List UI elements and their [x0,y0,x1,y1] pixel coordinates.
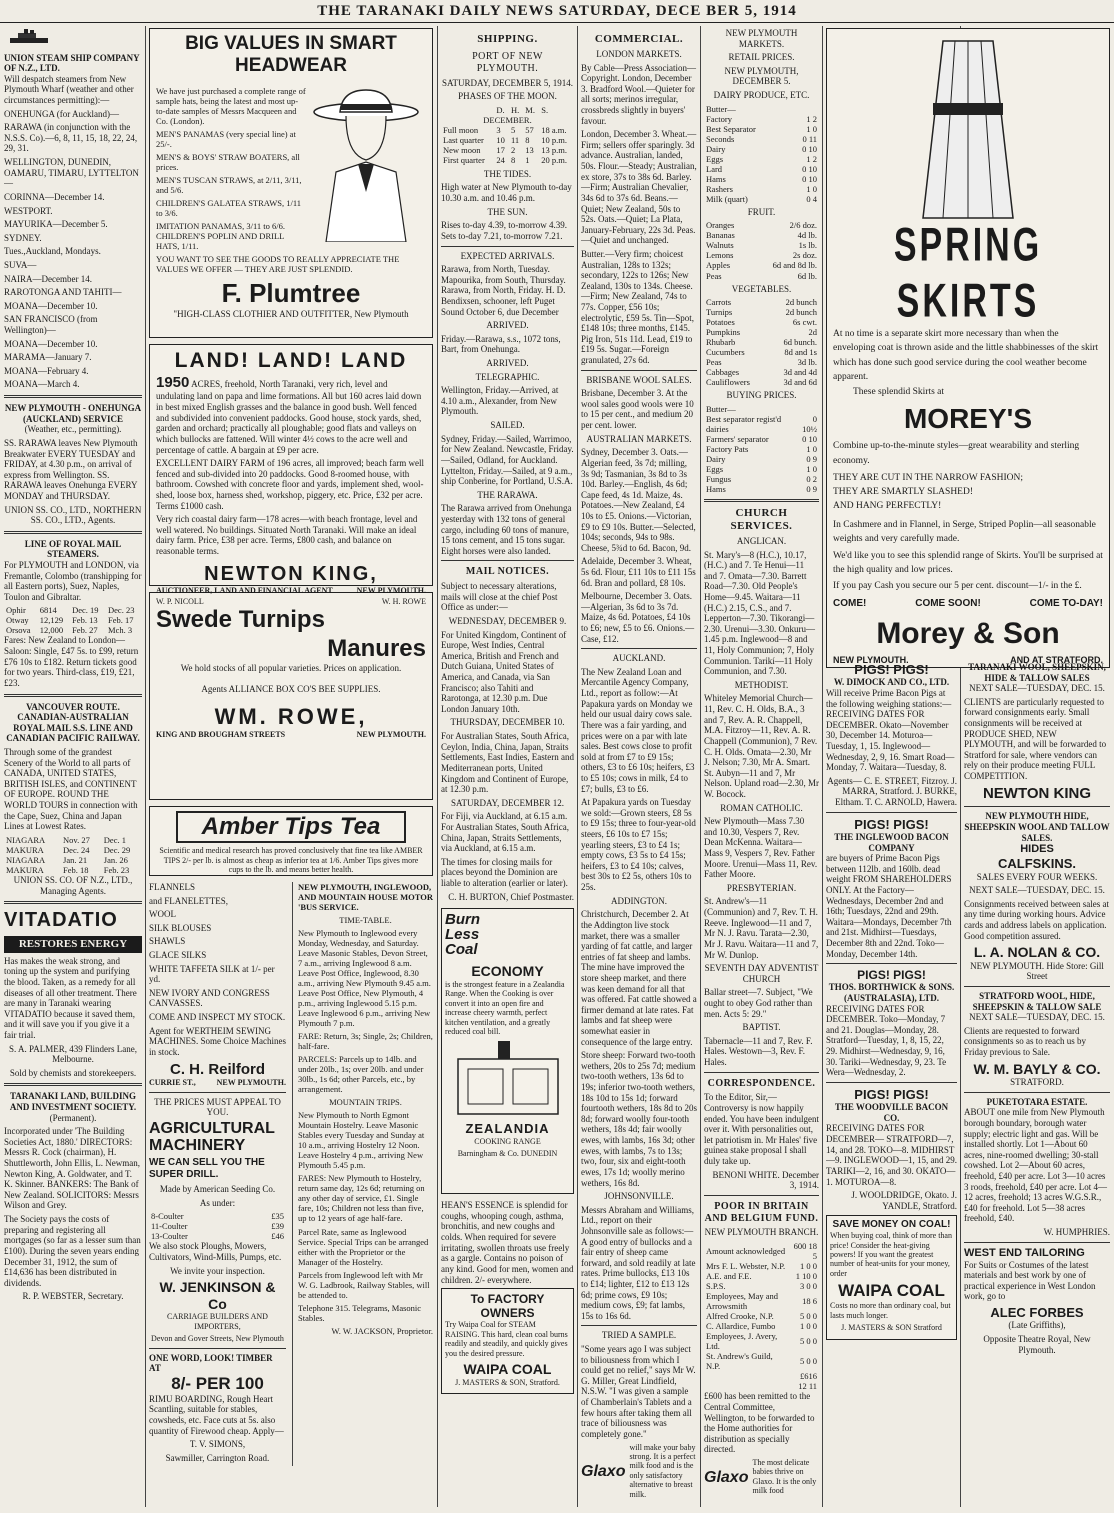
steamship-icon [8,28,52,46]
westend-heading: WEST END TAILORING [964,1246,1085,1259]
bus-service: NEW PLYMOUTH, INGLEWOOD, AND MOUNTAIN HOUSE MOTOR 'BUS SERVICE. TIME-TABLE. New Plymouth to Inglewood every Monday, Wednesday, and Saturday. Leave Masonic Stables, Devon Street, 7 a.m., arriving Inglewood 8 a.m. Leave Post Office, Inglewood, 8.30 a.m., arriving New Plymouth 9.45 a.m. Leave Post Office, New Plymouth, 4 p.m., arriving Inglewood 5.15 p.m. Leave Inglewood 6 p.m., arriving New Plymouth 7 p.m. FARE: Return, 3s; Single, 2s; Children, half-fare. PARCELS: Parcels up to 14lb. and under 20lb., 1s; over 20lb. and under 30lb., 1s 6d; other Parcels, etc., by arrangement. MOUNTAIN TRIPS. New Plymouth to North Egmont Mountain Hostelry. Leave Masonic Stables every Tuesday and Sunday at 10 a.m., arriving Hostelry 12 Noon. Leave Hostelry 4 p.m., arriving New Plymouth 5.45 p.m. FARES: New Plymouth to Hostelry, return same day, 12s 6d; returning on any other day of service, £1. Single fare, 10s; Children not less than five, up to 12 years of age half-fare. Parcel Rate, same as Inglewood Service. Special Trips can be arranged either with the Proprietor or the Manager of the Hostelry. Parcels from Inglewood left with Mr W. G. Ladbrook, Railway Stables, will be attended to. Telephone 315. Telegrams, Masonic Stables. W. W. JACKSON, Proprietor. [292,882,433,1466]
morey-locations: NEW PLYMOUTH. AND AT STRATFORD. [833,654,1103,665]
arrived-body: Friday.—Rarawa, s.s., 1072 tons, Bart, from Onehunga. [441,333,561,355]
stratford-body: Clients are requested to forward consignments so as to reach us by Friday previous to Sale. [964,1025,1086,1057]
rowe-ad [149,592,433,800]
sales-col [964,662,1110,1507]
headwear-title: BIG VALUES IN SMART HEADWEAR [185,33,397,77]
man-in-hat-illustration [306,82,426,242]
brisbane-heading: BRISBANE WOOL SALES. [586,374,692,385]
land-body2: EXCELLENT DAIRY FARM of 196 acres, all improved; beach farm well fenced and sub-divided into 20 paddocks. Good 8-roomed house, with bathroom. Cowshed with concrete floor and yards, implement shed, wool-shed, loose box, harness shed, workshop, piggery, etc. Price, £32 per acre. Terms £1000 cash. [156,458,425,511]
land-body: ACRES, freehold, North Taranaki, very rich, level and undulating land on papa and lime formations. All but 160 acres laid down in best mixed English grasses and the balance in good bush. Well fenced and subdivided into convenient paddocks. Good house, stock yards, shed, garden and orchard; practically all ploughable; good flats and valleys on which bullocks are fattened. Will winter 4½ cows to the acre well and percentage of cattle. A bargain at £9 per acre. [156,378,422,455]
masthead: THE TARANAKI DAILY NEWS SATURDAY, DECE BER 5, 1914 [0,0,1114,23]
correspondence-sign: BENONI WHITE. December 3, 1914. [712,1169,819,1191]
fruit-table: Oranges 2/6 doz. Bananas 4d lb. Walnuts 1s lb. Lemons 2s doz. Apples 6d and 8d lb. Peas 6d lb. [706,220,817,281]
vancouver-sub: CANADIAN-AUSTRALIAN ROYAL MAIL S.S. LINE AND CANADIAN PACIFIC RAILWAY. [6,712,140,744]
sun-heading: THE SUN. [487,206,528,217]
zealandia-ad [441,908,574,1194]
rowe-addr: KING AND BROUGHAM STREETS [156,730,286,740]
royalmail-body: For PLYMOUTH and LONDON, via Fremantle, Colombo (transhipping for all Eastern ports), Suez, Naples, Toulon and Gibraltar. [4,559,142,602]
zealandia-sub: COOKING RANGE [474,1136,541,1146]
newton-king-loc: NEW PLYMOUTH. [356,586,426,596]
royalmail-table: Ophir 6814 Dec. 19 Dec. 23 Otway 12,129 Feb. 13 Feb. 17 Orsova 12,000 Feb. 27 Mch. 3 [6,605,135,636]
johnsonville-body: Messrs Abraham and Williams, Ltd., report on their Johnsonville sale as follows:—A good entry of bullocks and a fair entry of sheep came forward, and sold readily at late rates. Prime bullocks, £13 10s to £14; lighter, £12 to £13 12s 6d; prime cows, £9 10s; medium cows, £9; fat lambs, 15s to 16s 6d. [581,1204,696,1321]
rarawa-heading: THE RARAWA. [477,489,538,500]
save-coal-heading: SAVE MONEY ON COAL! [832,1219,951,1231]
anglican-heading: ANGLICAN. [736,535,787,546]
headwear-item: MEN'S & BOYS' STRAW BOATERS, all prices. [156,151,300,172]
puketotara-sign: W. HUMPHRIES. [1043,1227,1110,1237]
col2-lower [149,882,433,1466]
building-body2: The Society pays the costs of preparing and registering all mortgages (so far as a lesser sum than £100). During the seven years ending December 31, 1912, the sum of £14,636 has been distributed in dividends. [4,1214,141,1288]
come-row: COME! COME SOON! COME TO-DAY! [833,597,1103,609]
spring-combine: Combine up-to-the-minute styles—great wearability and sterling economy. [833,441,1080,466]
glaxo-ad-2 [704,1458,819,1499]
addington-body: Christchurch, December 2. At the Addington live stock market, there was a smaller yarding of fat cattle, and larger entries of fat sheep and lambs. The mine have improved the store sheep market, and there was keen demand for all that was offered. Fat cattle showed a firmer demand at late rates. Fat lambs and fat sheep were somewhat easier in consequence of the large entry. [581,909,697,1047]
catholic-heading: ROMAN CATHOLIC. [720,802,803,813]
headwear-intro: We have just purchased a complete range of sample hats, being the latest and most up-to-date samples of Messrs Macqueen and Co. (London). [156,85,306,126]
royalmail-title: LINE OF ROYAL MAIL STEAMERS. [24,538,122,560]
headwear-item: MEN'S PANAMAS (very special line) at 25/-. [156,128,296,149]
tides-body: High water at New Plymouth to-day 10.30 a.m. and 10.46 p.m. [441,182,572,204]
column-3 [441,28,574,1507]
land-title: LAND! LAND! LAND [174,349,408,372]
fund-table: Amount acknowledged 600 18 5 Mrs F. L. Webster, N.P. 1 0 0 A.E. and F.E. 1 10 0 S.P.S. 3 0 0 Employees, May and Arrowsmith 18 6 Alfred Crooke, N.P. 5 0 0 C. Allardice, Fumbo 1 0 0 Employees, J. Avery, Ltd. 5 0 0 St. Andrew's Guild, N.P. 5 0 0 £616 12 11 [706,1241,817,1392]
skirt-illustration [833,33,1103,223]
westend-body: For Suits or Costumes of the latest materials and best work by one of practical experience in West London work, go to [964,1259,1096,1302]
rarawa-body: The Rarawa arrived from Onehunga yesterday with 132 tons of general cargo, including 60 tons of manure, 15 tons cement, and 15 tons sugar. Eight horses were also landed. [441,503,572,556]
sun-body: Rises to-day 4.39, to-morrow 4.39. Sets to-day 7.21, to-morrow 7.21. [441,220,567,241]
glaxo-sub-2: The most delicate babies thrive on Glaxo. It is the only milk food [752,1457,817,1496]
anglican-body: St. Mary's—8 (H.C.), 10.17, (H.C.) and 7. Te Henui—11 and 7. Omata—7.30. Barrett Road—7.30. Old People's Home—9.45. Waitara—11 (H.C.) 2.15, C.S., and 7. Lepperton—7.30. Tikorangi—2.30. Urenui—3.30. Onkuru—1.45 p.m. Inglewood—8 and 11, Holy Communion; 7, Holy Communion. Tarikí—11 Holy Communion, and 7.30. [704,549,815,677]
burn-less-coal: Burn Less Coal [445,911,480,959]
fund-note: £600 has been remitted to the Central Committee, Wellington, to be forwarded to the Home authorities for distribution as specially directed. [704,1391,815,1455]
morey-and-son: Morey & Son [876,616,1060,650]
vitadatio-body: Has makes the weak strong, and toning up the system and purifying the blood. Taken, as a remedy for all diseases of all other treatment. There are many in Taranaki wearing VITADATIO because it saved them, and it will save you if you give it a fair trial. [4,955,137,1040]
pigs-col [826,662,957,1507]
column-4 [581,28,697,1507]
union-schedule: Will despatch steamers from New Plymouth Wharf (weather and other circumstances permitting):— ONEHUNGA (for Auckland)— RARAWA (in conjunction with the N.S.S. Co).—6, 8, 11, 15, 18, 22, 24, 29, 31. WELLINGTON, DUNEDIN, OAMARU, TIMARU, LYTTELTON— CORINNA—December 14. WESTPORT. MAYURIKA—December 5. SYDNEY. Tues.,Auckland, Mondays. SUVA— NAIRA—December 14. RAROTONGA AND TAHITI— MOANA—December 10. SAN FRANCISCO (from Wellington)— MOANA—December 10. MARAMA—January 7. MOANA—February 4. MOANA—March 4. [4,73,139,390]
timber-ad: ONE WORD, LOOK! TIMBER AT 8/- PER 100 RIMU BOARDING, Rough Heart Scantling, suitable for stables, cowsheds, etc. Face cuts at 5s. also quantity of Firewood cheap. Apply— T. V. SIMONS, Sawmiller, Carrington Road. [149,1353,286,1464]
taranaki-wool-sale: NEXT SALE—TUESDAY, DEC. 15. [969,683,1105,694]
auckland-body: The New Zealand Loan and Mercantile Agency Company, Ltd., report as follow:—At Papakura yards on Monday we held our usual dairy cows sale. There was a fair yarding, and prices were on a par with late sales. Best cows close to profit sold at from £7 to £9 15s; others, £3 to £6 10s; heifers, £3 to £5 10s; cows in milk, £4 to £7; bulls, £3 to £6. [581,666,695,794]
headwear-item: CHILDREN'S GALATEA STRAWS, 1/11 to 3/6. [156,197,302,218]
auckland-body2: At Papakura yards on Tuesday we sold:—Grown steers, £8 5s to £9 15s; three to four-year-old steers, £6 10s to £7 15s; yearling steers, £3 to £4 1s; empty cows, £3 5s to £4 15s; heifers, £3 to £4 10s; calves, best 30s to £2 5s, others 10s to 25s. [581,797,696,893]
johnsonville-heading: JOHNSONVILLE. [604,1191,674,1202]
methodist-heading: METHODIST. [734,679,789,690]
pigs4-firm: THE WOODVILLE BACON CO. [834,1102,949,1123]
land-body3: Very rich coastal dairy farm—178 acres—with beach frontage, level and well watered. No buildings. Situated North Taranaki. Will make an ideal dairy farm. Price, £38 per acre. Terms, £800 cash, and balance on reasonable terms. [156,514,418,556]
headwear-outro: YOU WANT TO SEE THE GOODS TO REALLY APPRECIATE THE VALUES WE OFFER — THEY ARE JUST SPLENDID. [156,254,400,275]
reilford-name: C. H. Reilford [169,1060,265,1078]
reilford-ad: FLANNELS and FLANELETTES, WOOL SILK BLOUSES SHAWLS GLACE SILKS WHITE TAFFETA SILK at 1/- per yd. NEW IVORY AND CONGRESS CANVASSES. COME AND INSPECT MY STOCK. Agent for WERTHEIM SEWING MACHINES. Some Choice Machines in stock. C. H. Reilford CURRIE ST., NEW PLYMOUTH. [149,882,286,1088]
amber-tips-ad [149,806,433,876]
telegraphic-body: Wellington, Friday.—Arrived, at 4.10 a.m., Alexander, from New Plymouth. [441,385,559,417]
jenkinson-name: W. JENKINSON & Co [159,1279,276,1312]
spring-cut3: AND HANG PERFECTLY! [833,501,942,512]
pigs2-heading: PIGS! PIGS! [854,816,929,832]
australian-body: Sydney, December 3. Oats.—Algerian feed, 3s 7d; milling, 3s 9d; Tasmanian, 3s 8d to 3s 10d. Barley.—English, 4s 6d; Cape feed, 4s 1d. Maize, 4s. Potatoes.—New Zealand, £4 10s to £5. Onions.—Victorian, £9 to £9 10s. Butter.—Selected, 104s; seconds, 94s to 98s. Cheese, 5¾d to 6d. Bacon, 9d. [581,447,696,553]
shipping-heading: SHIPPING. [477,33,538,45]
onehunga-agent: UNION SS. CO., LTD., NORTHERN SS. CO., LTD., Agents. [4,504,142,526]
glaxo-sub: will make your baby strong. It is a perfect milk food and is the only satisfactory alternative to breast milk. [629,1442,696,1499]
arrived-heading: ARRIVED. [486,320,529,331]
adelaide-body: Adelaide, December 3. Wheat, 5s 6d. Flour, £11 10s to £11 15s 6d. Bran and pollard, £8 10s. [581,556,696,588]
pigs3-firm: THOS. BORTHWICK & SONS. (AUSTRALASIA), LTD. [828,982,955,1004]
headwear-item: MEN'S TUSCAN STRAWS, at 2/11, 3/11, and 5/6. [156,174,302,195]
rowe-body: We hold stocks of all popular varieties. Prices on application. [180,663,402,674]
vitadatio-title: VITADATIO [4,909,118,932]
correspondence-heading: CORRESPONDENCE. [707,1077,816,1089]
hides-heading: NEW PLYMOUTH HIDE, SHEEPSKIN WOOL AND TALLOW SALES. [964,811,1110,843]
column-2 [149,28,433,1507]
addington-body2: Store sheep: Forward two-tooth wethers, 20s to 25s 7d; medium two-tooth wethers, 13s 6d to 19s; inferior two-tooth wethers, 18s 10d to 15s 1d; forward fourtooth wethers, 18s 8d to 20s 8d; forward woolly four-tooth wethers, 18s 4d; fair woolly ewes, with lambs, 16s 3d; other ewes, with lambs, 7s to 13s; two, four, six and eight-tooth ewes, 17s 1d; woolly merino wethers, 16s 8d. [581,1050,697,1188]
markets-heading: NEW PLYMOUTH MARKETS. [725,28,798,49]
branch-heading: NEW PLYMOUTH BRANCH. [704,1227,819,1238]
tried-body: "Some years ago I was subject to biliousness from which I could get no relief," says Mr W. G. Miller, Great Lindfield, N.S.W. "I was given a sample of Chamberlain's Tablets and a few hours after taking them all trace of biliousness was completely gone." [581,1344,696,1439]
pigs3-heading: PIGS! PIGS! [857,968,926,983]
column-5 [704,28,819,1507]
newton-king-2: NEWTON KING [982,784,1092,802]
london-body3: Butter.—Very firm; choicest Australian, 128s to 132s; secondary, 122s to 126s; New Zealand, 130s to 134s. Cheese.—Firm; New Zealand, 74s to 77s. Copper, £56 10s; electrolytic, £59 5s. Tin—Spot, £148 10s; three months, £145. Pig Iron, 51s 11d. Lead, £19 to £19 5s. Sugar.—Foreign granulated, 27s 6d. [581,248,695,366]
mail-sat-body: For Fiji, via Auckland, at 6.15 a.m. For Australian States, South Africa, China, Japan, Straits Settlements, via Auckland, at 6.15 a.m. [441,811,569,854]
sailed-body: Sydney, Friday.—Sailed, Warrimoo, for New Zealand. Newcastle, Friday.—Sailed, Odland, for Auckland. Lyttelton, Friday.—Sailed, at 9 a.m., ship Conberine, for Portland, U.S.A. [441,433,574,487]
range-stove-illustration [448,1039,568,1119]
pigs2-firm: THE INGLEWOOD BACON COMPANY [834,831,949,853]
amber-tips-title: Amber Tips Tea [176,811,406,843]
glaxo-ad-1 [581,1443,697,1503]
expected-heading: EXPECTED ARRIVALS. [460,250,555,261]
markets-date: NEW PLYMOUTH, DECEMBER 5. [724,65,799,87]
dairy-table: Butter— Factory 1 2 Best Separator 1 0 Seconds 0 11 Dairy 0 10 Eggs 1 2 Lard 0 10 Hams 0 10 Rashers 1 0 Milk (quart) 0 4 [706,103,817,204]
auckland-heading: AUCKLAND. [612,653,666,664]
retail-heading: RETAIL PRICES. [728,52,795,63]
zealandia-name: ZEALANDIA [465,1121,550,1137]
union-title: UNION STEAM SHIP COMPANY OF N.Z., LTD. [4,52,140,74]
waipa-coal-sub: J. MASTERS & SON Stratford [841,1323,942,1333]
glaxo-logo-2: Glaxo [704,1468,749,1486]
alec-forbes: ALEC FORBES [990,1305,1084,1321]
machinery-title: AGRICULTURAL MACHINERY [149,1119,275,1154]
moon-table: D. H. M. S. DECEMBER. Full moon 3 5 57 18 a.m. Last quarter 10 11 8 10 p.m. New moon 17 2 13 13 p.m. First quarter 24 8 1 20 p.m. [443,104,568,165]
bayly-addr: STRATFORD. [1010,1077,1064,1088]
mail-thu-body: For Australian States, South Africa, Ceylon, India, China, Japan, Straits Settlements, East Indies, Eastern and Mediterranean ports, United Kingdom and Continent of Europe, at 12.30 p.m. [441,731,574,795]
nolan-name: L. A. NOLAN & CO. [973,944,1101,961]
economy-heading: ECONOMY [471,963,544,980]
veg-table: Carrots 2d bunch Turnips 2d bunch Potatoes 6s cwt. Pumpkins 2d Rhubarb 6d bunch. Cucumbers 8d and 1s Peas 3d lb. Cabbages 3d and 4d Cauliflowers 3d and 6d [706,297,817,388]
onehunga-title: NEW PLYMOUTH - ONEHUNGA (AUCKLAND) SERVICE [4,403,142,424]
amber-tips-body: Scientific and medical research has proved conclusively that fine tea like AMBER TIPS 2/- per lb. is almost as cheap as inferior tea at 1/6. Amber Tips gives more cups to the lb. and means better health. [159,846,423,875]
calf-body2: Consignments received between sales at any time during working hours. Advice cards and address labels on application. Good competition assured. [964,898,1109,941]
adventist-body: Ballar street—7. Subject, "We ought to obey God rather than men. Acts 5: 29." [704,987,813,1019]
telegraphic-heading: TELEGRAPHIC. [475,371,540,382]
newton-king-sub: AUCTIONEER, LAND AND FINANCIAL AGENT [156,586,333,596]
vancouver-body: Through some of the grandest Scenery of the World to all parts of CANADA, UNITED STATES, BRITISH ISLES, and CONTINENT OF EUROPE. ROUND THE WORLD TOURS in connection with the Cape, Suez, China and Japan Lines at Lowest Rates. [4,746,138,832]
tides-heading: THE TIDES. [483,168,532,179]
waipa-coal: WAIPA COAL [463,1361,552,1378]
building-title: TARANAKI LAND, BUILDING AND INVESTMENT SOCIETY. [9,1091,137,1112]
spring-skirts-ad [826,28,1110,668]
vitadatio-banner: RESTORES ENERGY [4,936,142,953]
mail-wed-body: For United Kingdom, Continent of Europe, West Indies, Central America, British and French and Dutch Guiana, United States of America, and Canada, via San Francisco; also Tahiti and Rarotonga, at 12.30 p.m. Due London January 10th. [441,629,567,714]
dairy-heading: DAIRY PRODUCE, ETC. [713,90,810,101]
spring-like: We'd like you to see this splendid range of Skirts. You'll be surprised at the high quality and low prices. [833,551,1103,576]
taranaki-wool-heading: TARANAKI WOOL, SHEEPSKIN, HIDE & TALLOW SALES [968,662,1106,683]
nolan-addr: NEW PLYMOUTH. Hide Store: Gill Street [970,960,1104,982]
moreys-logo: MOREY'S [903,403,1032,435]
puketotara-heading: PUKETOTARA ESTATE. [986,1096,1088,1107]
tried-heading: TRIED A SAMPLE. [601,1330,677,1341]
pigs3-body: RECEIVING DATES FOR DECEMBER. Toko—Monday, 7 and 21. Douglas—Monday, 28. Stratford—Tuesday, 1, 8, 15, 22, 29. Midhirst—Wednesday, 9, 16, 30. Tariki—Wednesday, 9, 23. Te Wera—Wednesday, 2. [826,1003,947,1078]
building-sub: (Permanent). [49,1112,97,1123]
presbyterian-heading: PRESBYTERIAN. [726,882,797,893]
headwear-ad [149,28,433,338]
vitadatio-addr: S. A. PALMER, 439 Flinders Lane, Melbourne. [9,1043,137,1065]
calfskins: CALFSKINS. [998,856,1076,872]
mail-sat: SATURDAY, DECEMBER 12. [450,797,565,808]
onehunga-body: SS. RARAWA leaves New Plymouth Breakwater EVERY TUESDAY and FRIDAY, at 4.30 p.m., on arrival of express from Wellington. SS. RARAWA leaves Onehunga EVERY MONDAY and THURSDAY. [4,437,138,501]
mail-thu: THURSDAY, DECEMBER 10. [450,717,565,728]
land-acres: 1950 [156,373,190,391]
london-body: By Cable—Press Association—Copyright. London, December 3. Bradford Wool.—Quieter for all sorts; merinos irregular, crossbreds slightly in buyers' favour. [581,62,696,126]
stratford-sale: NEXT SALE—TUESDAY, DEC. 15. [969,1012,1105,1023]
correspondence-body: To the Editor, Sir,—Controversy is now happily ended. You have been indulgent over it. With personalities out, let patriotism in. Mr Hales' five guinea stake proposal I shall duly take up. [704,1092,819,1167]
bayly-name: W. M. BAYLY & CO. [973,1060,1101,1077]
royalmail-fares: Fares: New Zealand to London—Saloon: Single, £47 5s. to £99, return £76 10s to £182. Return tickets good for two years. Third-class, £19, £21, £23. [4,635,139,688]
pigs4-body: RECEIVING DATES FOR DECEMBER— STRATFORD—7, 14, and 28. TOKO—8. MIDHIRST—9. INGLEWOOD—1, 15, and 29. TARIKI—2, 16, and 30. OKATO—1. MOTUROA—8. [826,1123,957,1187]
calf-sale: NEXT SALE—TUESDAY, DEC. 15. [969,885,1105,896]
mail-sat-body2: The times for closing mails for places beyond the Dominion are liable to alteration (earlier or later). [441,856,568,889]
spring-cash: In Cashmere and in Flannel, in Serge, Striped Poplin—all seasonable weights and very carefully made. [833,519,1096,544]
spring-cut1: THEY ARE CUT IN THE NARROW FASHION; [833,472,1024,483]
plumtree-name: F. Plumtree [221,278,361,309]
moon-heading: PHASES OF THE MOON. [458,91,557,102]
buying-table: Butter— Best separator regist'd dairies 0 10½ Farmers' separator 0 10 Factory Pats 1 0 Dairy 0 9 Eggs 1 0 Fungus 0 2 Hams 0 9 [706,403,817,494]
economy-body: is the strongest feature in a Zealandia Range. When the Cooking is over convert it into an open fire and increase cheery warmth, perfect kitchen ventilation, and a greatly reduced coal bill. [445,979,565,1036]
church-heading: CHURCH SERVICES. [730,507,793,532]
building-body: Incorporated under 'The Building Societies Act, 1880.' DIRECTORS: Messrs R. Cock (chairman), H. Shuttleworth, John Ellis, L. Newman, Newton King, A. Goldwater, and T. K. Skinner. BANKERS: The Bank of New Zealand. SOLICITORS: Messrs Wilson and Grey. [4,1126,140,1211]
waipa-coal-2: WAIPA COAL [838,1281,945,1301]
super-drill: WE CAN SELL YOU THE SUPER DRILL. [149,1157,265,1181]
addington-heading: ADDINGTON. [610,895,668,906]
australian-heading: AUSTRALIAN MARKETS. [586,433,692,444]
taranaki-wool-body: CLIENTS are particularly requested to forward consignments early. Small consignments will be received at PRODUCE SHED, NEW PLYMOUTH, and will be forwarded to Stratford for sale, where vendors can rely on their produce meeting FULL COMPETITION. [964,696,1107,782]
drill-prices: 8-Coulter £35 11-Coulter £39 13-Coulter £46 [151,1211,284,1242]
vancouver-table: NIAGARA Nov. 27 Dec. 1 MAKURA Dec. 24 Dec. 29 NIAGARA Jan. 21 Jan. 26 MAKURA Feb. 18 Feb. 23 [6,834,131,875]
save-coal-ad [826,1215,957,1339]
timber-price: 8/- PER 100 [171,1373,264,1393]
fruit-heading: FRUIT. [747,206,776,217]
swede-title: Swede Turnips [156,606,325,634]
sailed-heading: SAILED. [490,420,525,431]
brisbane-body: Brisbane, December 3. At the wool sales good wools were 10 to 15 per cent., and medium 20 per cent. lower. [581,388,694,431]
pigs4-heading: PIGS! PIGS! [854,1086,929,1102]
rowe-name: W. H. ROWE [381,597,426,606]
alec-addr: Opposite Theatre Royal, New Plymouth. [983,1333,1091,1355]
spring-skirts-title: SPRING SKIRTS [893,218,1043,328]
pigs1-body: Will receive Prime Bacon Pigs at the following weighing stations:— RECEIVING DATES FOR DECEMBER. Okato—November 30, December 14. Moturoa—Tuesday, 1, 15. Inglewood—Wednesday, 2, 9, 16. Smart Road—Monday, 7. Waitara—Tuesday, 8. [826,687,955,773]
column-1 [4,28,142,1507]
presbyterian-body: St. Andrew's—11 (Communion) and 7, Rev. T. H. Reeve. Inglewood—11 and 7, Mr N. J. Ravu. Tarata—2.30, Mr J. Ravu. Waitara—11 and 7, Mr W. Dunlop. [704,896,819,960]
catholic-body: New Plymouth—Mass 7.30 and 10.30, Vespers 7, Rev. Dean McKenna. Waitara—Mass 9, Vespers 7, Rev. Father Moore. Urenui—Mass 11, Rev. Father Moore. [704,816,818,880]
plumtree-tag: "HIGH-CLASS CLOTHIER AND OUTFITTER, New Plymouth [173,308,409,319]
pigs1-heading: PIGS! PIGS! [854,662,929,677]
wm-rowe: WM. ROWE, [214,704,368,730]
adventist-heading: SEVENTH DAY ADVENTIST CHURCH [704,963,819,984]
land-ad [149,344,433,596]
zealandia-maker: Barningham & Co. DUNEDIN [457,1149,558,1159]
calf-body: SALES EVERY FOUR WEEKS. [976,871,1098,882]
rowe-agents: Agents ALLIANCE BOX CO'S BEE SUPPLIES. [201,683,381,694]
vancouver-agent: UNION SS. CO. OF N.Z., LTD., Managing Agents. [13,874,133,896]
hides-sub: HIDES [1020,843,1054,856]
puketotara-body: ABOUT one mile from New Plymouth borough boundary, borough water supply; electric light and gas. Will be installed shortly. Lot 1—About 60 acres, nine-roomed dwelling; 30-stall cowshed. Lot 2—About 60 acres, freehold, £40 per acre. Lot 3—10 acres 3 roods, freehold, £40 per acre. Lot 4—12 acres, freehold; 13 acres W.G.S.R., £40 for freehold. Lot 5—38 acres freehold, £40. [964,1107,1107,1224]
poor-fund-heading: POOR IN BRITAIN AND BELGIUM FUND. [704,1200,819,1224]
port-heading: PORT OF NEW PLYMOUTH. [472,50,543,74]
save-coal-body: When buying coal, think of more than price! Consider the heat-giving powers! If you want the greatest number of heat-units for your money, order [830,1231,952,1278]
spring-cut2: THEY ARE SMARTLY SLASHED! [833,487,974,498]
glaxo-logo: Glaxo [581,1462,626,1480]
baptist-body: Tabernacle—11 and 7, Rev. F. Hales. Westown—3, Rev. F. Hales. [704,1035,813,1067]
london-heading: LONDON MARKETS. [596,48,682,59]
pigs1-agents: Agents— C. E. STREET, Fitzroy. J. MARRA, Stratford. J. BURKE, Eltham. T. C. ARNOLD, Hawera. [827,775,957,808]
shipping-date: SATURDAY, DECEMBER 5, 1914. [441,77,574,88]
manures-title: Manures [327,634,426,662]
vitadatio-sold: Sold by chemists and storekeepers. [9,1067,137,1078]
nicoll-name: W. P. NICOLL [156,597,204,606]
baptist-heading: BAPTIST. [742,1022,781,1033]
building-sign: R. P. WEBSTER, Secretary. [22,1291,124,1302]
onehunga-sub: (Weather, etc., permitting). [24,424,122,435]
buying-heading: BUYING PRICES. [726,390,797,401]
stratford-heading: STRATFORD WOOL, HIDE, SHEEPSKIN & TALLOW SALE [972,990,1102,1012]
alec-sub: (Late Griffiths), [1008,1320,1066,1331]
london-body2: London, December 3. Wheat.—Firm; sellers offer sparingly. 3d advance. Australian, landed, 50s. Flour.—Steady; Australian, ex store, 37s to 38s 6d. Barley.—Firm; Australian Chevalier, 34s 6d to 37s 6d. Beans.—Quiet; New Zealand, 50s to 52s. Oats.—Quiet; La Plata, January-February, 22s 3d. Peas.—Quiet and unchanged. [581,129,697,246]
newton-king-name: NEWTON KING, [204,562,378,585]
pigs2-body: are buyers of Prime Bacon Pigs between 112lb. and 160lb. dead weight FROM SHAREHOLDERS ONLY. At the Factory—Wednesdays, December 2nd and 16th; Tuesdays, 22nd and 29th. Waitara—Mondays, December 7th and 21st. Midhirst—Tuesdays, December 8th and 22nd. Toko—Monday, December 14th. [826,853,952,959]
spring-skirts-these: These splendid Skirts at [853,387,945,398]
waipa-sub: J. MASTERS & SON, Stratford. [455,1377,560,1387]
headwear-item: IMITATION PANAMAS, 3/11 to 6/6. CHILDREN'S POPLIN AND DRILL HATS, 1/11. [156,221,286,252]
jenkinson-ad: THE PRICES MUST APPEAL TO YOU. AGRICULTURAL MACHINERY WE CAN SELL YOU THE SUPER DRILL. Made by American Seeding Co. As under: 8-Coulter £35 11-Coulter £39 13-Coulter £46 We also stock Ploughs, Mowers, Cultivators, Wind-Mills, Pumps, etc. We invite your inspection. W. JENKINSON & Co CARRIAGE BUILDERS AND IMPORTERS, Devon and Gover Streets, New Plymouth [149,1096,284,1344]
factory-heading: To FACTORY OWNERS [470,1292,545,1321]
expected-body: Rarawa, from North, Tuesday. Mapourika, from South, Thursday. Rarawa, from North, Friday. H. D. Bendixsen, schooner, left Puget Sound October 6, due December [441,264,566,317]
factory-body: Try Waipa Coal for STEAM RAISING. This hard, clean coal burns readily and steadily, and quickly gives you the desired pressure. [445,1320,568,1358]
methodist-body: Whiteley Memorial Church—11, Rev. C. H. Olds, B.A., 3 and 7, Rev. A. R. Chappell, M.A. Fitzroy—11, Rev. A. R. Chappell (Communion), 7 Rev. C. H. Olds. Omata—2.30, Mr J. Nelson; 7.30, Mr A. Smart. St. Aubyn—11 and 7, Mr Nelson. Upland road—2.30, Mr W. Bocock. [704,693,819,799]
waipa-coal-body: Costs no more than ordinary coal, but lasts much longer. [830,1301,951,1320]
vancouver-title: VANCOUVER ROUTE. [26,701,120,712]
postmaster-sign: C. H. BURTON, Chief Postmaster. [448,891,574,902]
spring-discount: If you pay Cash you secure our 5 per cent. discount—1/- in the £. [833,580,1082,591]
mail-wed: WEDNESDAY, DECEMBER 9. [448,616,567,626]
morey-ad-col [826,28,1110,676]
pigs4-sign: J. WOOLDRIDGE, Okato. J. YANDLE, Stratford. [851,1190,957,1211]
factory-owners-ad [441,1288,574,1394]
rowe-loc: NEW PLYMOUTH. [356,730,426,740]
melbourne-body: Melbourne, December 3. Oats.—Algerian, 3s 6d to 3s 7d. Maize, 4s 6d. Potatoes, £4 10s to £6; new, £5 to £6. Onions.—Case, £12. [581,591,695,644]
spring-skirts-body: At no time is a separate skirt more necessary than when the enveloping coat is thrown aside and the little shabbinesses of the skirt which has done such good service during the cool weather become apparent. [833,329,1099,382]
hean-essence: HEAN'S ESSENCE is splendid for coughs, whooping cough, asthma, bronchitis, and new coughs and colds. When required for severe irritating, swollen throats use freely as a gargle. Contains no poison of any kind. Good for men, women and children. 2/- everywhere. [441,1200,574,1285]
pigs1-firm: W. DIMOCK AND CO., LTD. [833,677,950,688]
mail-heading: MAIL NOTICES. [465,566,550,578]
commercial-heading: COMMERCIAL. [594,33,684,45]
arrived2-heading: ARRIVED. [486,358,529,369]
veg-heading: VEGETABLES. [731,283,792,294]
mail-intro: Subject to necessary alterations, mails will close at the chief Post Office as under:— [441,581,558,613]
